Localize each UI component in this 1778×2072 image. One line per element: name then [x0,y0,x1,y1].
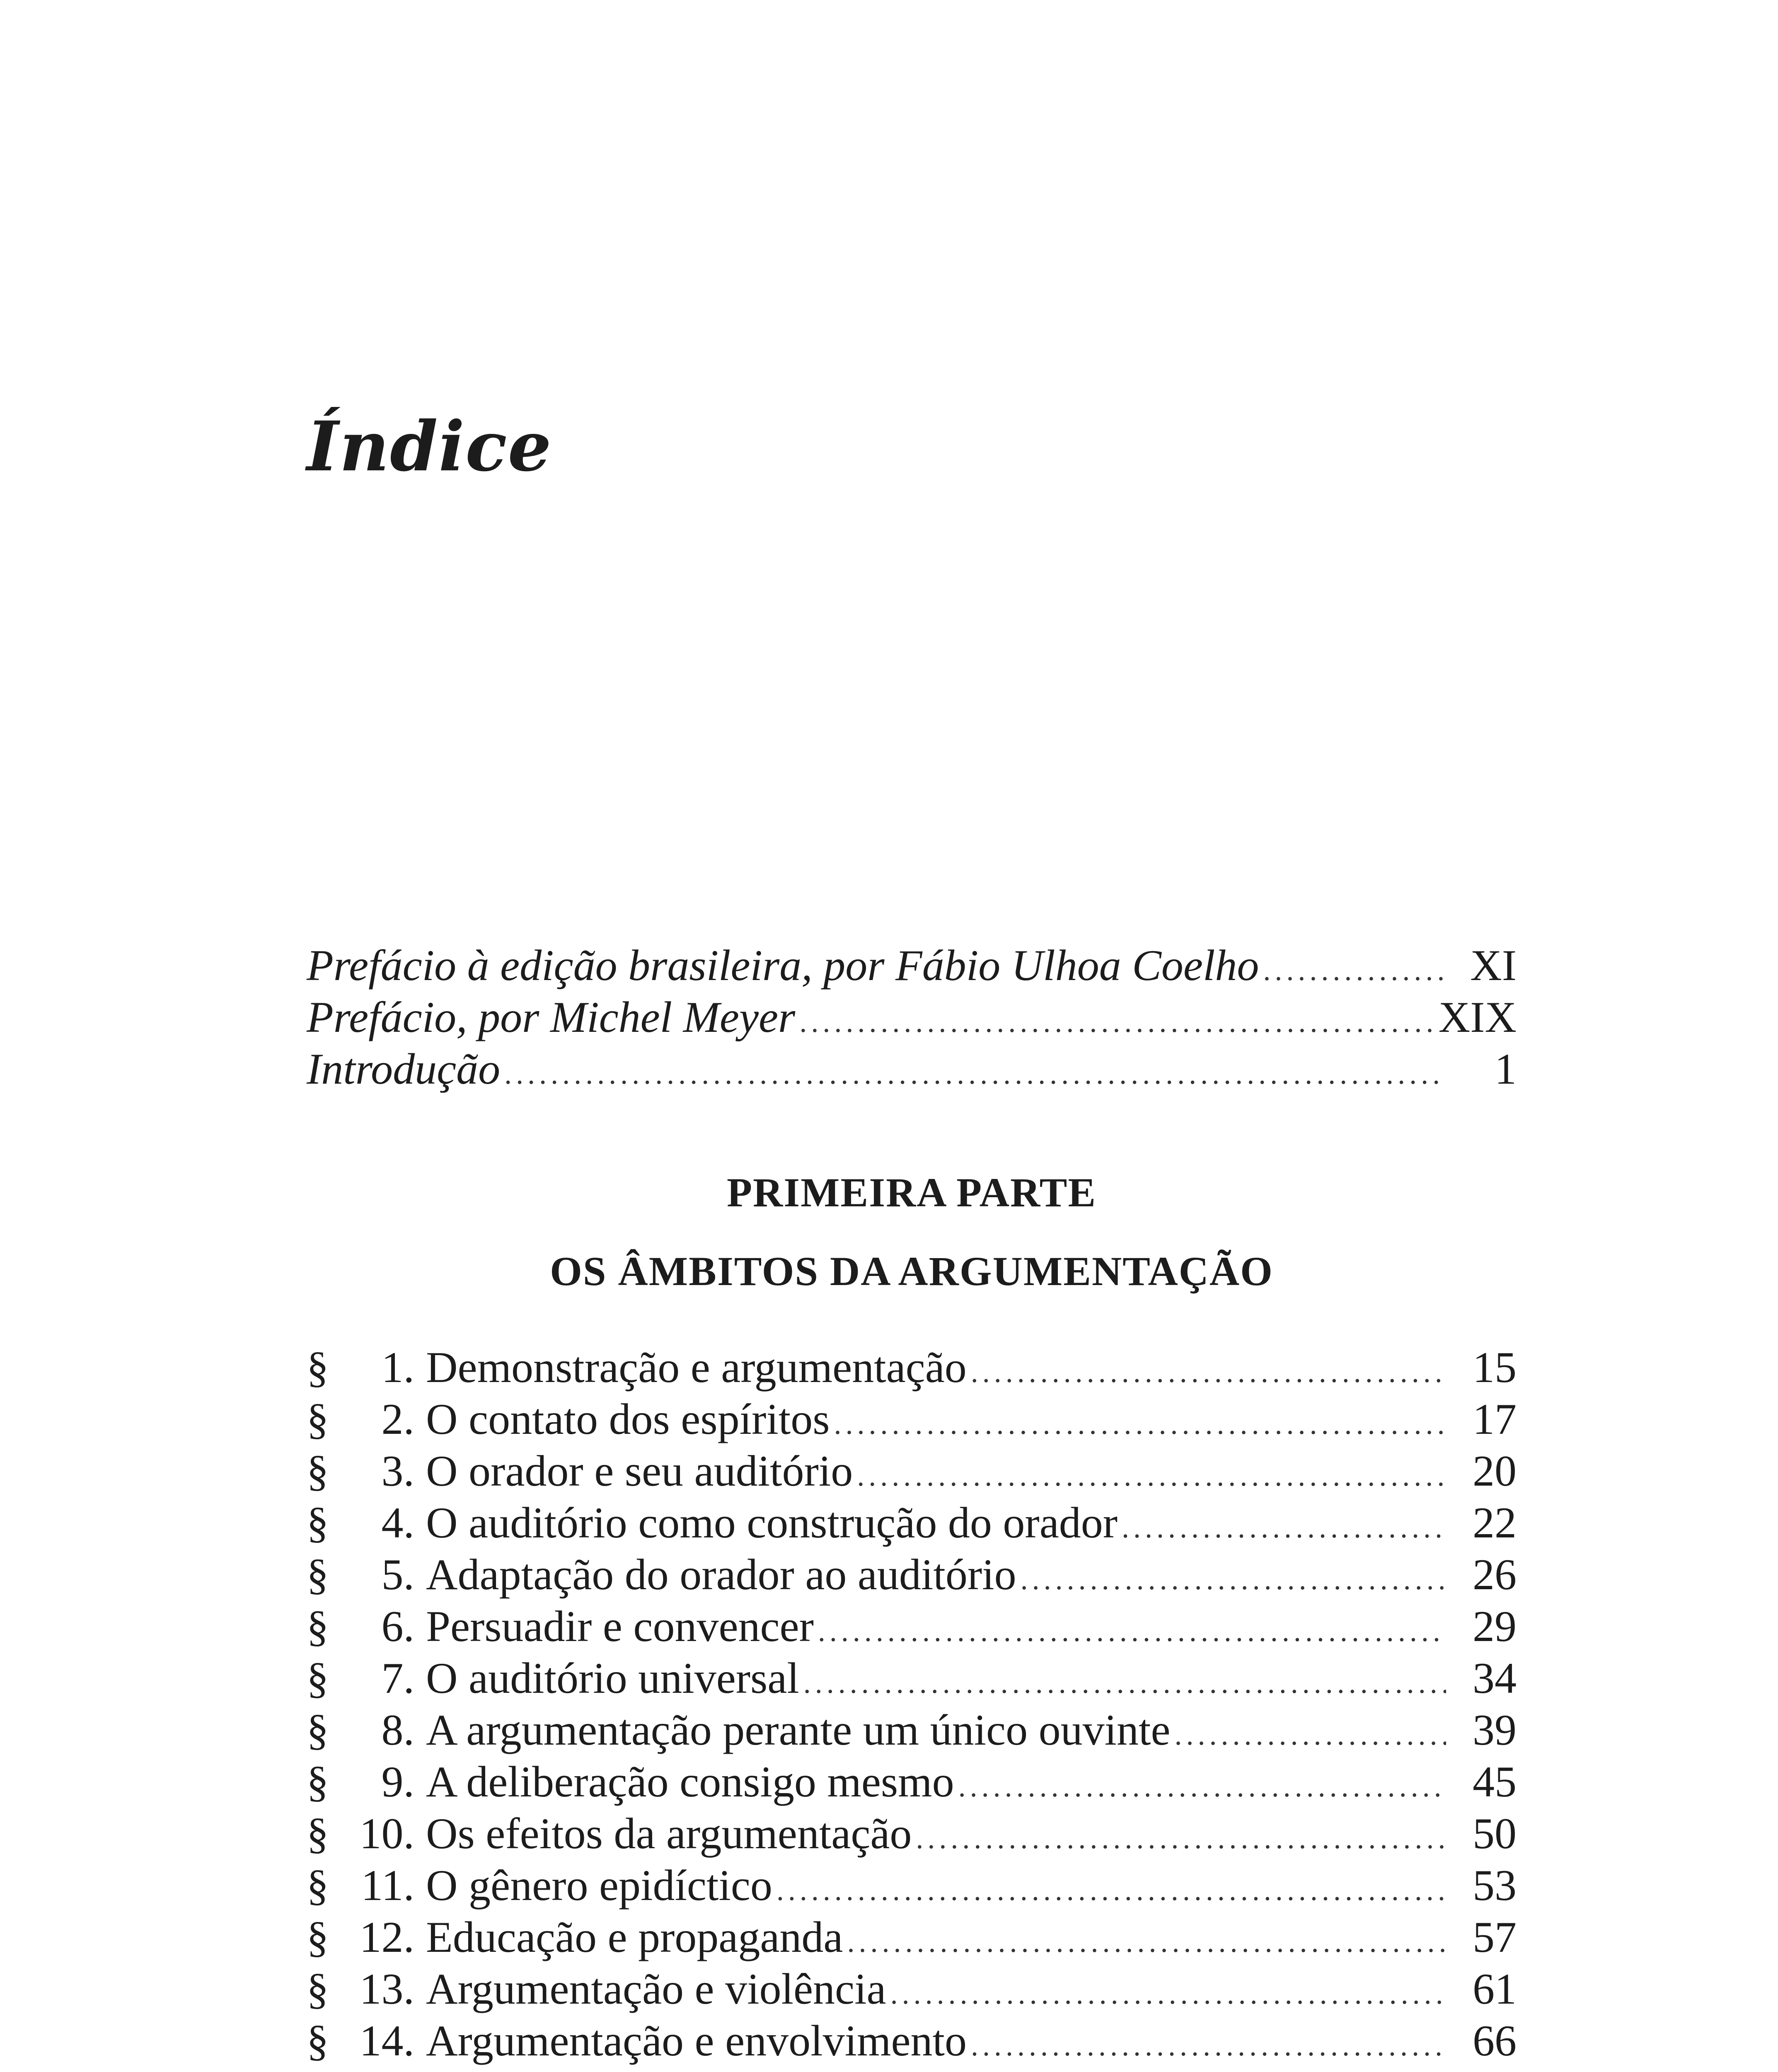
toc-entry-page: 45 [1473,1757,1517,1806]
toc-entry-page: XIX [1438,993,1517,1041]
toc-entry-label: O auditório universal [426,1654,799,1702]
dot-leader [958,1762,1446,1811]
toc-entry-label: A argumentação perante um único ouvinte [426,1706,1171,1754]
section-number: 14. [359,2016,414,2065]
toc-entry-section-11[interactable] [307,1861,1517,1915]
section-number: 2. [381,1395,414,1443]
toc-entry-page: 57 [1473,1913,1517,1961]
dot-leader [1021,1554,1446,1604]
dot-leader [1122,1503,1446,1552]
section-number: 5. [381,1550,414,1599]
section-symbol: § [307,1757,329,1806]
toc-entry-section-14[interactable] [307,2016,1517,2070]
toc-entry-label: A deliberação consigo mesmo [426,1757,954,1806]
dot-leader [504,1049,1446,1099]
toc-entry-page: 29 [1473,1602,1517,1651]
toc-entry-page: 50 [1473,1809,1517,1858]
dot-leader [1263,945,1446,995]
section-number: 10. [359,1809,414,1858]
dot-leader [971,1347,1446,1397]
section-symbol: § [307,1602,329,1651]
toc-entry-page: 20 [1473,1447,1517,1495]
section-symbol: § [307,1498,329,1547]
toc-entry-label: Argumentação e violência [426,1965,886,2013]
toc-entry-section-2[interactable] [307,1394,1517,1449]
dot-leader [777,1865,1446,1915]
part-one-title: OS ÂMBITOS DA ARGUMENTAÇÃO [550,1248,1273,1294]
section-symbol: § [307,1447,329,1495]
dot-leader [916,1813,1446,1863]
section-symbol: § [307,1809,329,1858]
toc-entry-section-7[interactable] [307,1653,1517,1708]
section-symbol: § [307,1861,329,1910]
dot-leader [847,1917,1446,1967]
toc-entry-page: 66 [1473,2016,1517,2065]
toc-entry-page: 15 [1473,1343,1517,1392]
toc-entry-preface-meyer[interactable] [307,992,1517,1047]
toc-entry-page: 39 [1473,1706,1517,1754]
toc-entry-preface-brazilian[interactable] [307,941,1517,995]
toc-entry-page: 22 [1473,1498,1517,1547]
section-number: 1. [381,1343,414,1392]
toc-entry-page: 1 [1495,1045,1517,1093]
section-number: 4. [381,1498,414,1547]
dot-leader [799,997,1434,1047]
toc-entry-label: Introdução [307,1045,501,1093]
section-number: 8. [381,1706,414,1754]
toc-entry-page: 17 [1473,1395,1517,1443]
section-symbol: § [307,1913,329,1961]
dot-leader [971,2021,1446,2070]
section-number: 11. [361,1861,414,1910]
toc-entry-section-9[interactable] [307,1757,1517,1811]
section-symbol: § [307,1654,329,1702]
toc-entry-label: O orador e seu auditório [426,1447,853,1495]
section-number: 6. [381,1602,414,1651]
section-symbol: § [307,1343,329,1392]
toc-entry-section-10[interactable] [307,1809,1517,1863]
toc-entry-label: O auditório como construção do orador [426,1498,1118,1547]
toc-entry-label: Persuadir e convencer [426,1602,814,1651]
toc-entry-label: Argumentação e envolvimento [426,2016,967,2065]
dot-leader [890,1969,1446,2019]
toc-entry-label: Os efeitos da argumentação [426,1809,912,1858]
toc-entry-label: Educação e propaganda [426,1913,843,1961]
dot-leader [857,1451,1446,1501]
toc-entry-page: 34 [1473,1654,1517,1702]
toc-entry-page: 61 [1473,1965,1517,2013]
dot-leader [1175,1710,1446,1760]
toc-entry-page: 26 [1473,1550,1517,1599]
page-title: Índice [307,406,552,487]
section-symbol: § [307,1706,329,1754]
section-symbol: § [307,2016,329,2065]
section-number: 7. [381,1654,414,1702]
toc-entry-section-8[interactable] [307,1705,1517,1760]
toc-entry-label: O gênero epidíctico [426,1861,772,1910]
section-number: 3. [381,1447,414,1495]
dot-leader [818,1606,1446,1656]
toc-entry-label: Demonstração e argumentação [426,1343,967,1392]
section-symbol: § [307,1965,329,2013]
toc-entry-section-4[interactable] [307,1498,1517,1552]
toc-entry-section-6[interactable] [307,1602,1517,1656]
section-number: 12. [359,1913,414,1961]
toc-entry-section-13[interactable] [307,1964,1517,2019]
toc-entry-section-5[interactable] [307,1550,1517,1604]
toc-entry-label: Prefácio, por Michel Meyer [307,993,796,1041]
toc-entry-section-1[interactable] [307,1343,1517,1397]
section-symbol: § [307,1550,329,1599]
dot-leader [834,1399,1447,1449]
section-symbol: § [307,1395,329,1443]
section-number: 9. [381,1757,414,1806]
dot-leader [803,1658,1446,1708]
toc-entry-label: Prefácio à edição brasileira, por Fábio Ulhoa Coelho [307,941,1259,990]
toc-entry-page: 53 [1473,1861,1517,1910]
toc-entry-section-12[interactable] [307,1912,1517,1967]
toc-entry-introduction[interactable] [307,1044,1517,1099]
section-number: 13. [359,1965,414,2013]
part-one-label: PRIMEIRA PARTE [726,1169,1097,1215]
toc-entry-section-3[interactable] [307,1446,1517,1501]
toc-entry-page: XI [1470,941,1517,990]
toc-entry-label: Adaptação do orador ao auditório [426,1550,1016,1599]
toc-entry-label: O contato dos espíritos [426,1395,830,1443]
